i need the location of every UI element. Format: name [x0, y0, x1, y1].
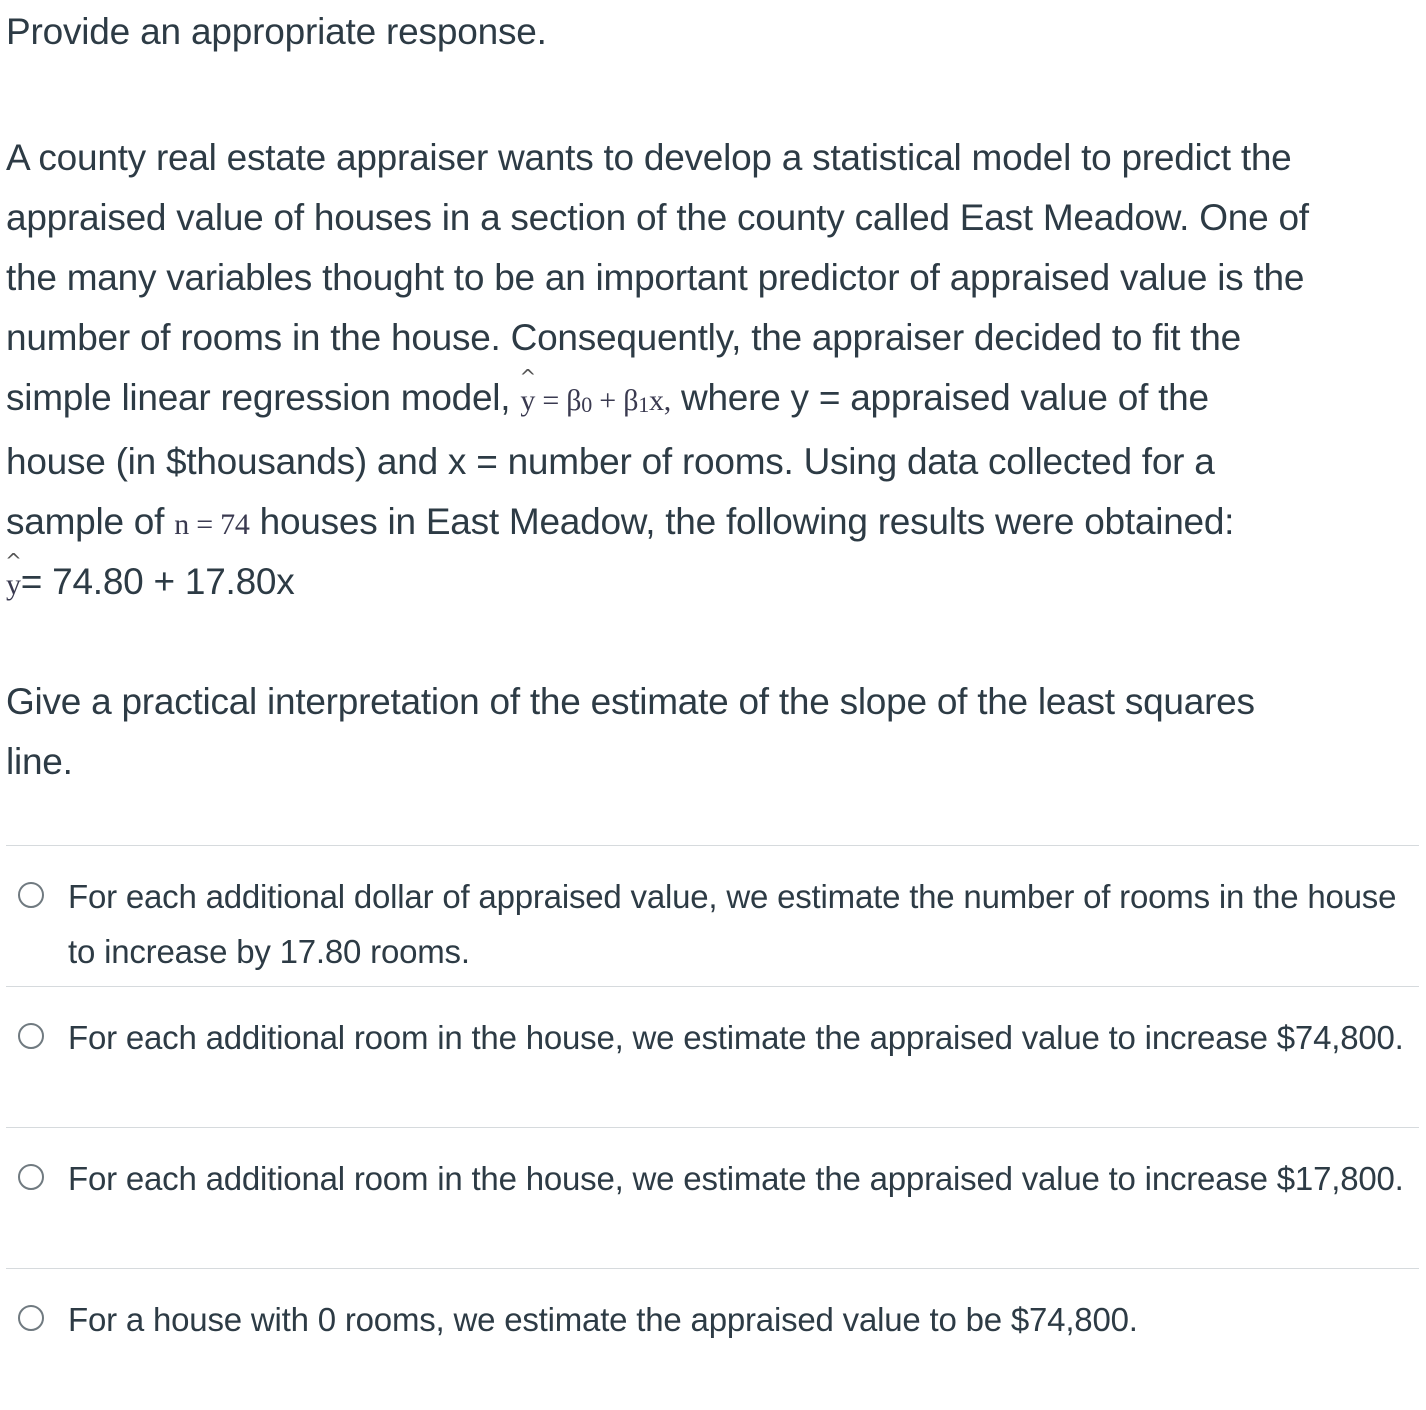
sample-size-formula: n = 74 [174, 508, 250, 541]
question-prompt [6, 672, 1420, 792]
radio-button[interactable] [18, 882, 44, 908]
stem-line: the many variables thought to be an important predictor of appraised value is the [6, 257, 1305, 298]
y-hat-symbol: ^ y [520, 371, 535, 431]
stem-line-model [6, 368, 1420, 432]
answer-label[interactable]: For each additional room in the house, we estimate the appraised value to increase $17,800. [68, 1160, 1404, 1197]
formula-part: x, [648, 384, 671, 417]
stem-line: appraised value of houses in a section of the county called East Meadow. One of [6, 197, 1309, 238]
formula-part: + β [592, 384, 639, 417]
question-block [6, 0, 1420, 792]
stem-text: sample of [6, 501, 165, 542]
answer-option-1[interactable] [6, 846, 1419, 987]
stem-text: houses in East Meadow, the following results were obtained: [259, 501, 1235, 542]
prompt-text: line. [6, 741, 73, 782]
stem-line: number of rooms in the house. Consequently, the appraiser decided to fit the [6, 317, 1241, 358]
answer-option-2[interactable] [6, 987, 1419, 1128]
stem-text: where y = appraised value of the [681, 377, 1209, 418]
stem-line: house (in $thousands) and x = number of rooms. Using data collected for a [6, 441, 1215, 482]
stem-text: simple linear regression model, [6, 377, 511, 418]
stem-line-sample [6, 492, 1420, 552]
instruction-text: Provide an appropriate response. [6, 11, 547, 52]
radio-button[interactable] [18, 1305, 44, 1331]
regression-model-formula [520, 371, 671, 435]
formula-subscript: 1 [638, 392, 649, 417]
fitted-equation-text: = 74.80 + 17.80x [20, 561, 295, 602]
answer-option-3[interactable] [6, 1128, 1419, 1269]
stem-line: A county real estate appraiser wants to develop a statistical model to predict the [6, 137, 1292, 178]
prompt-text: Give a practical interpretation of the estimate of the slope of the least squares [6, 681, 1255, 722]
y-hat-symbol: ^ y [6, 555, 21, 615]
answer-option-4[interactable] [6, 1269, 1419, 1410]
question-stem [6, 128, 1420, 612]
answer-label[interactable]: For each additional room in the house, we estimate the appraised value to increase $74,800. [68, 1019, 1404, 1056]
answer-list [6, 845, 1419, 1410]
answer-label[interactable]: For each additional dollar of appraised value, we estimate the number of rooms in the house to increase by 17.80 rooms. [68, 878, 1397, 970]
fitted-equation [6, 552, 1420, 612]
formula-part: = β [535, 384, 582, 417]
radio-button[interactable] [18, 1023, 44, 1049]
formula-subscript: 0 [581, 392, 593, 417]
answer-label[interactable]: For a house with 0 rooms, we estimate the appraised value to be $74,800. [68, 1301, 1138, 1338]
radio-button[interactable] [18, 1164, 44, 1190]
